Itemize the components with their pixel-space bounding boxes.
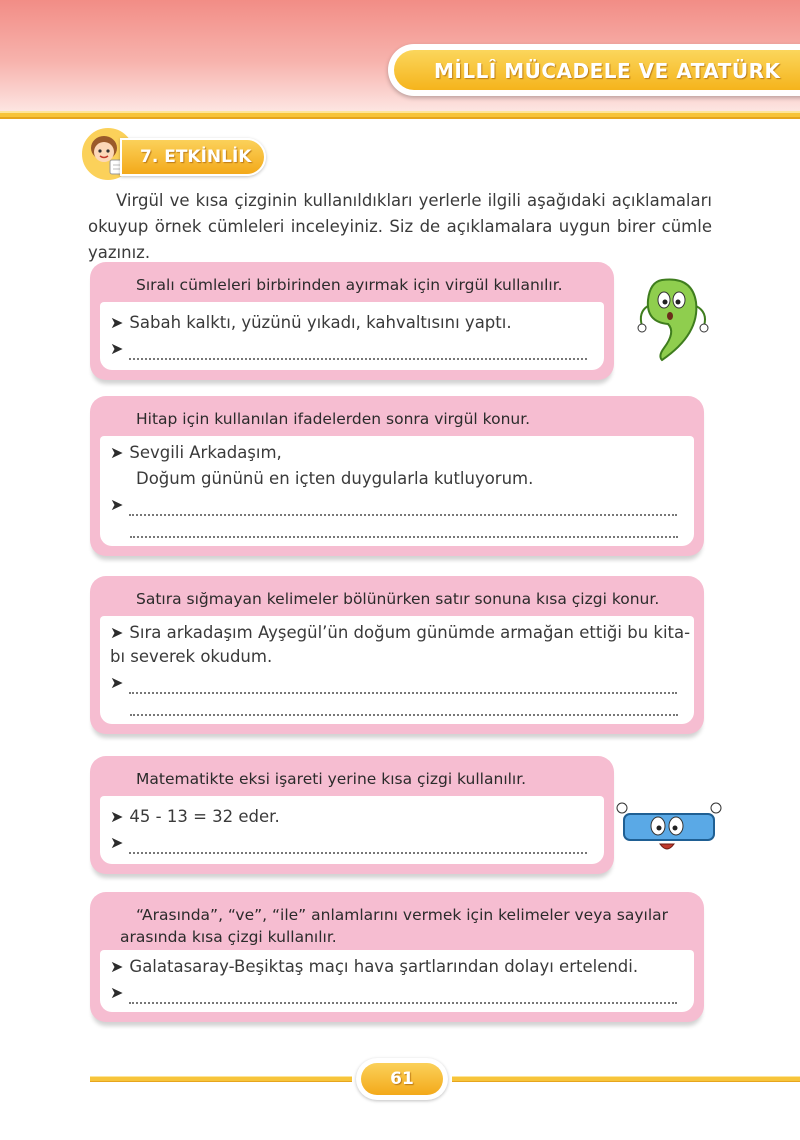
answer-line[interactable] (129, 508, 677, 516)
dash-mascot-icon (616, 796, 722, 858)
activity-title: 7. ETKİNLİK (140, 147, 252, 167)
footer-rule-left (90, 1076, 352, 1082)
rule-box-5-title (120, 904, 692, 948)
arrow-icon: ➤ (110, 673, 124, 692)
arrow-icon: ➤ (110, 443, 124, 462)
arrow-icon: ➤ (110, 339, 124, 358)
rule-box-4 (90, 756, 614, 874)
rule-box-1-body (100, 302, 604, 370)
rule-box-5-example: Galatasaray-Beşiktaş maçı hava şartlarından dolayı ertelendi. (129, 957, 639, 976)
rule-box-2-example-1: Sevgili Arkadaşım, (129, 443, 282, 462)
header-rule (0, 111, 800, 119)
page-number: 61 (361, 1063, 443, 1095)
rule-box-4-example: 45 - 13 = 32 eder. (129, 807, 280, 826)
rule-box-4-title: Matematikte eksi işareti yerine kısa çizgi kullanılır. (136, 770, 527, 788)
answer-line[interactable] (129, 996, 677, 1004)
page-number-badge (356, 1058, 448, 1100)
rule-box-5 (90, 892, 704, 1022)
answer-line[interactable] (130, 530, 678, 538)
answer-line[interactable] (130, 708, 678, 716)
rule-box-2-example-2: Doğum gününü en içten duygularla kutluyorum. (136, 469, 534, 488)
arrow-icon: ➤ (110, 313, 124, 332)
rule-box-5-body (100, 950, 694, 1012)
answer-line[interactable] (129, 686, 677, 694)
rule-box-3-example-2: bı severek okudum. (110, 647, 273, 666)
activity-badge (120, 138, 266, 176)
arrow-icon: ➤ (110, 623, 124, 642)
answer-line[interactable] (129, 352, 587, 360)
unit-title: MİLLÎ MÜCADELE VE ATATÜRK (434, 59, 781, 83)
answer-line[interactable] (129, 846, 587, 854)
arrow-icon: ➤ (110, 957, 124, 976)
rule-box-3-title: Satıra sığmayan kelimeler bölünürken satır sonuna kısa çizgi konur. (136, 590, 660, 608)
rule-box-3-body (100, 616, 694, 724)
rule-box-2-title: Hitap için kullanılan ifadelerden sonra virgül konur. (136, 410, 531, 428)
footer-rule-right (452, 1076, 800, 1082)
unit-title-banner (388, 44, 800, 96)
rule-box-3 (90, 576, 704, 734)
rule-box-1 (90, 262, 614, 380)
arrow-icon: ➤ (110, 833, 124, 852)
rule-box-1-title: Sıralı cümleleri birbirinden ayırmak için virgül kullanılır. (136, 276, 563, 294)
rule-box-2-body (100, 436, 694, 546)
rule-box-5-title-1: “Arasında”, “ve”, “ile” anlamlarını vermek için kelimeler veya sayılar (136, 906, 669, 924)
rule-box-1-example: Sabah kalktı, yüzünü yıkadı, kahvaltısını yaptı. (129, 313, 512, 332)
rule-box-4-body (100, 796, 604, 864)
arrow-icon: ➤ (110, 807, 124, 826)
arrow-icon: ➤ (110, 983, 124, 1002)
intro-text: Virgül ve kısa çizginin kullanıldıkları yerlerle ilgili aşağıdaki açıklamaları okuyup örnek cümleleri inceleyiniz. Siz de açıklamalara uygun birer cümle yazınız. (88, 191, 712, 262)
rule-box-3-example-1: Sıra arkadaşım Ayşegül’ün doğum günümde armağan ettiği bu kita- (129, 623, 691, 642)
comma-mascot-icon (632, 272, 714, 368)
arrow-icon: ➤ (110, 495, 124, 514)
rule-box-5-title-2: arasında kısa çizgi kullanılır. (120, 928, 337, 946)
rule-box-2 (90, 396, 704, 556)
